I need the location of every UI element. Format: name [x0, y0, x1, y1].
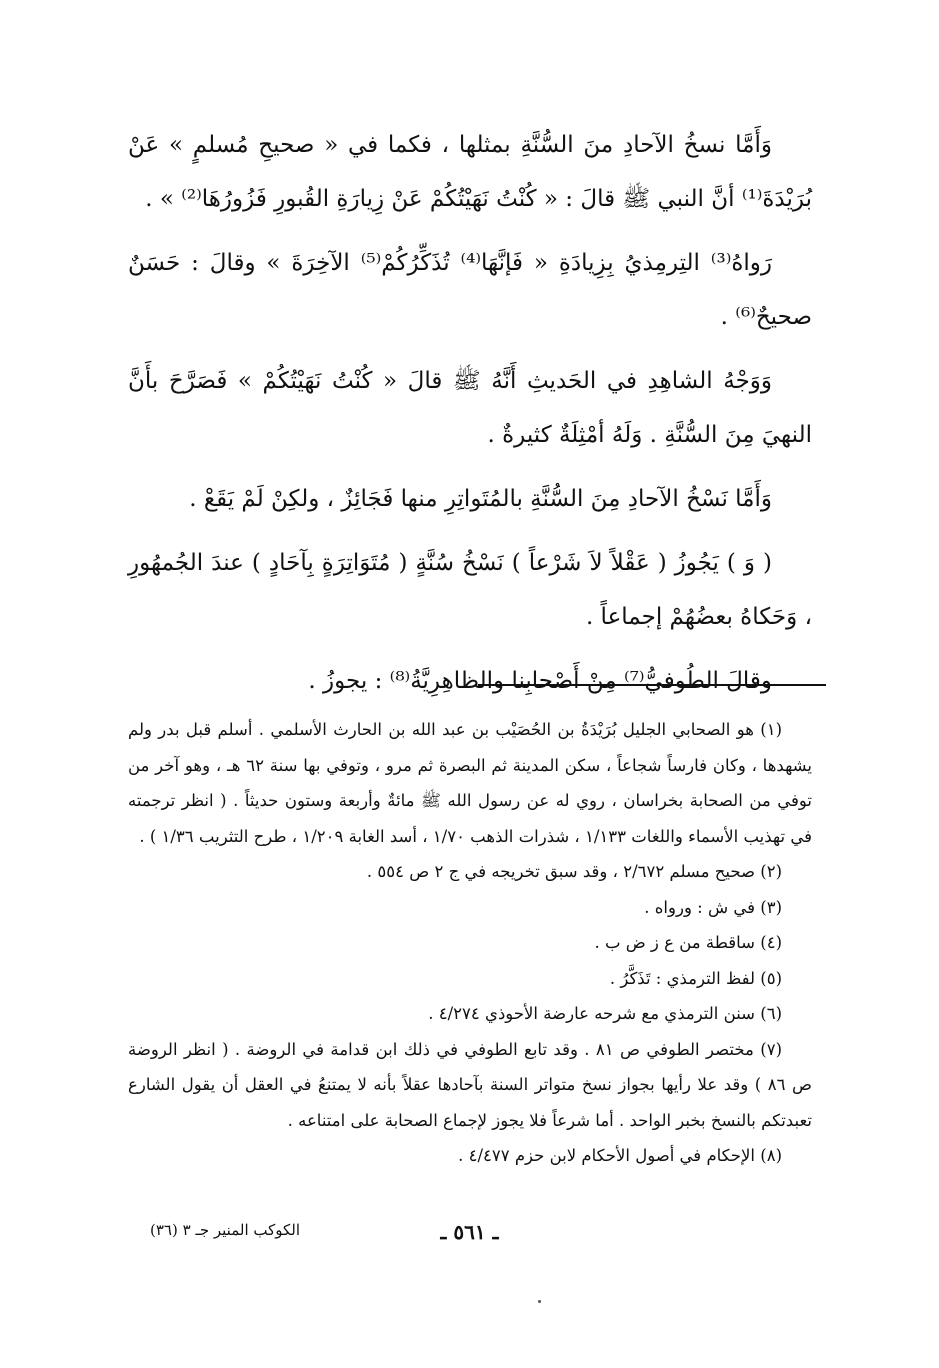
paragraph-2: رَواهُ⁽³⁾ التِرمِذيُ بِزِيادَةِ « فَإنَّهَا⁽⁴⁾ تُذَكِّرُكُمْ⁽⁵⁾ الآخِرَةَ » وقالَ : حَسَنٌ صحيحٌ⁽⁶⁾ .: [128, 250, 812, 330]
footnote-8: (٨) الإحكام في أصول الأحكام لابن حزم ٤/٤٧٧ .: [458, 1146, 782, 1165]
paragraph-3: وَوَجْهُ الشاهِدِ في الحَديثِ أَنَّهُ ﷺ قالَ « كُنْتُ نَهَيْتُكُمْ » فَصَرَّحَ بأَنَّ النهيَ مِنَ السُّنَّةِ . وَلَهُ أمْثِلَةٌ كثيرةٌ .: [128, 368, 812, 448]
footnote-4: (٤) ساقطة من ع ز ض ب .: [594, 933, 782, 952]
footnotes: [128, 712, 812, 1174]
footnote-5: (٥) لفظ الترمذي : تَذَكَّرُ .: [609, 968, 782, 988]
book-label: الكوكب المنير جـ ٣ (٣٦): [150, 1221, 301, 1239]
paragraph-4: وَأَمَّا نَسْخُ الآحادِ مِنَ السُّنَّةِ بالمُتَواتِرِ منها فَجَائِزٌ ، ولكِنْ لَمْ يَقَعْ .: [189, 486, 772, 512]
paragraph-1: وَأَمَّا نسخُ الآحادِ منَ السُّنَّةِ بمثلها ، فكما في « صحيحِ مُسلمٍ » عَنْ بُرَيْدَةَ⁽¹⁾ أنَّ النبي ﷺ قالَ : « كُنْتُ نَهَيْتُكُمْ عَنْ زِيارَةِ القُبورِ فَزُورُهَا⁽²⁾ » .: [128, 132, 812, 212]
paragraph-5: ( وَ ) يَجُوزُ ( عَقْلاً لاَ شَرْعاً ) نَسْخُ سُنَّةٍ ( مُتَوَاتِرَةٍ بِآحَادٍ ) عندَ الجُمهُورِ ، وَحَكاهُ بعضُهُمْ إجماعاً .: [128, 550, 812, 630]
footnote-1: (١) هو الصحابي الجليل بُرَيْدَةُ بن الحُصَيْب بن عبد الله بن الحارث الأسلمي . أسلم قبل بدر ولم يشهدها ، وكان فارساً شجاعاً ، سكن المدينة ثم البصرة ثم مرو ، وتوفي بها سنة ٦٢ هـ ، وهو آخر من توفي من الصحابة بخراسان ، روي له عن رسول الله ﷺ مائةٌ وأربعة وستون حديثاً . ( انظر ترجمته في تهذيب الأسماء واللغات ١/١٣٣ ، شذرات الذهب ١/٧٠ ، أسد الغابة ١/٢٠٩ ، طرح التثريب ١/٣٦ ) .: [128, 720, 812, 846]
paragraph-6: وقالَ الطُوفيُّ⁽⁷⁾ مِنْ أَصْحابِنا والظاهِرِيَّةُ⁽⁸⁾ : يجوزُ .: [308, 668, 772, 694]
page-number: ـ ٥٦١ ـ: [440, 1220, 499, 1244]
footnote-2: (٢) صحيح مسلم ٢/٦٧٢ ، وقد سبق تخريجه في ج ٢ ص ٥٥٤ .: [366, 862, 782, 881]
footnote-3: (٣) في ش : ورواه .: [644, 897, 782, 917]
footnote-divider: [478, 684, 826, 686]
scan-speck: [538, 1300, 541, 1303]
footnote-6: (٦) سنن الترمذي مع شرحه عارضة الأحوذي ٤/٢٧٤ .: [428, 1004, 782, 1023]
main-text: [128, 118, 812, 718]
footnote-7: (٧) مختصر الطوفي ص ٨١ . وقد تابع الطوفي في ذلك ابن قدامة في الروضة . ( انظر الروضة ص ٨٦ ) وقد علا رأيها بجواز نسخ متواتر السنة بآحادها عقلاً بأنه لا يمتنعُ في العقل أن يقول الشارع تعبدتكم بالنسخ بخبر الواحد . أما شرعاً فلا يجوز لإجماع الصحابة على امتناعه .: [128, 1039, 812, 1130]
